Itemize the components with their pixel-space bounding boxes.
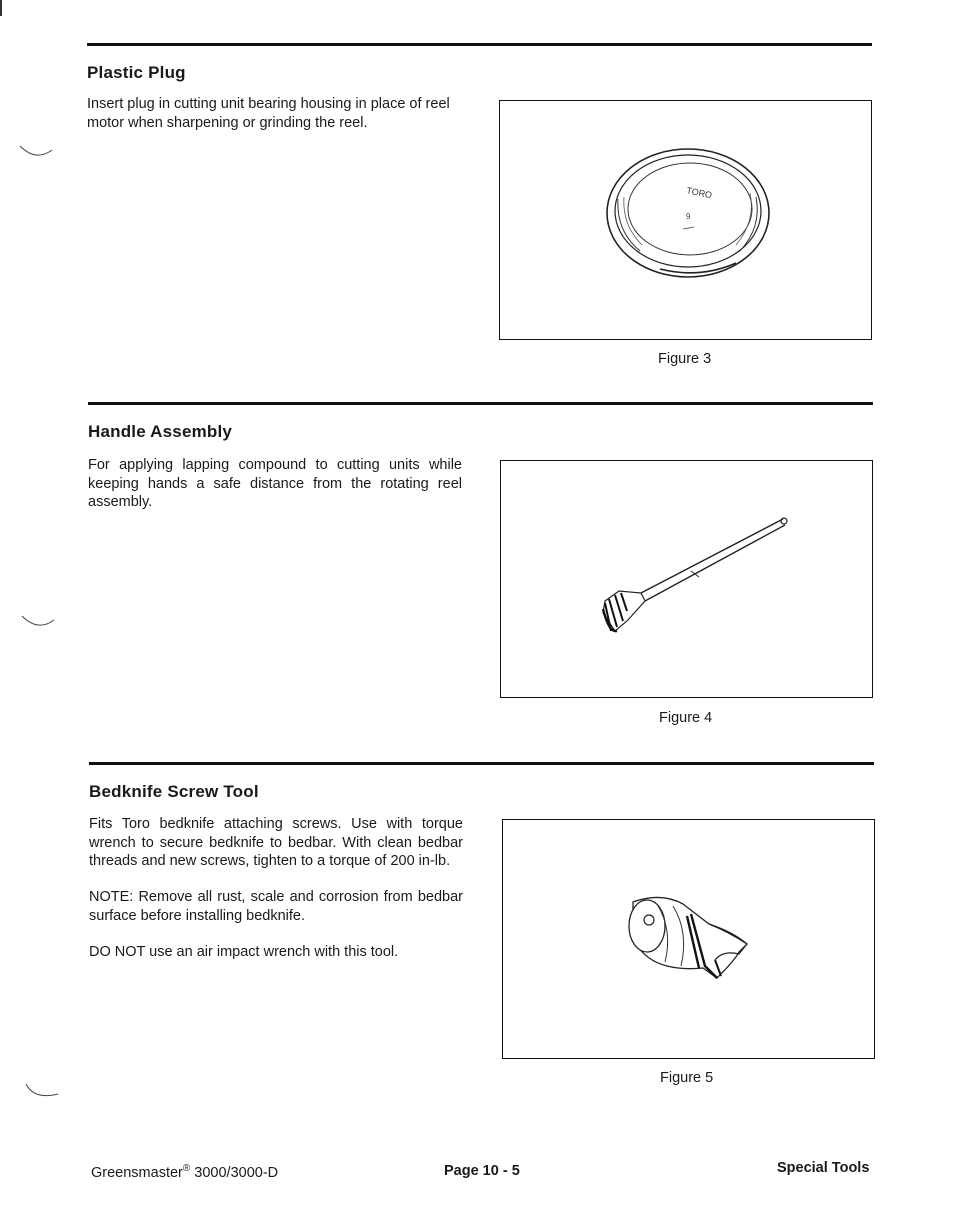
section-paragraph: For applying lapping compound to cutting units while keeping hands a safe distance from the rotating reel assembly. <box>88 457 462 510</box>
brush-handle-illustration <box>501 461 872 697</box>
bedknife-screw-tool-illustration <box>503 820 874 1058</box>
registered-mark: ® <box>182 1163 191 1174</box>
section-paragraph: NOTE: Remove all rust, scale and corrosion from bedbar surface before installing bedknife. <box>89 889 463 924</box>
figure-4-frame <box>500 460 873 698</box>
figure-caption: Figure 4 <box>659 710 713 726</box>
footer-model-prefix: Greensmaster <box>91 1164 183 1181</box>
plug-logo: TORO <box>685 185 713 201</box>
section-divider <box>88 402 873 405</box>
footer-model-suffix: 3000/3000-D <box>190 1164 279 1181</box>
figure-5-frame <box>502 819 875 1059</box>
section-heading: Bedknife Screw Tool <box>89 782 259 801</box>
svg-text:9: 9 <box>686 212 691 221</box>
scan-edge-mark <box>0 0 2 16</box>
section-paragraph: Fits Toro bedknife attaching screws. Use with torque wrench to secure bedknife to bedbar. With clean bedbar threads and new screws, tighten to a torque of 200 in-lb. <box>89 816 463 869</box>
section-divider <box>87 43 872 46</box>
figure-caption: Figure 3 <box>658 351 712 367</box>
footer-model <box>91 1163 278 1181</box>
figure-3-frame <box>499 100 872 340</box>
figure-caption: Figure 5 <box>660 1070 714 1086</box>
plastic-plug-illustration <box>500 101 871 339</box>
binder-mark <box>24 1082 64 1104</box>
binder-mark <box>18 142 58 160</box>
section-heading: Handle Assembly <box>88 422 233 441</box>
footer-section-title: Special Tools <box>777 1160 870 1176</box>
section-heading: Plastic Plug <box>87 63 186 82</box>
footer-page-number: Page 10 - 5 <box>444 1163 520 1179</box>
binder-mark <box>20 612 60 630</box>
section-paragraph: DO NOT use an air impact wrench with this tool. <box>89 944 399 960</box>
section-divider <box>89 762 874 765</box>
section-paragraph: Insert plug in cutting unit bearing housing in place of reel motor when sharpening or grinding the reel. <box>87 96 450 131</box>
